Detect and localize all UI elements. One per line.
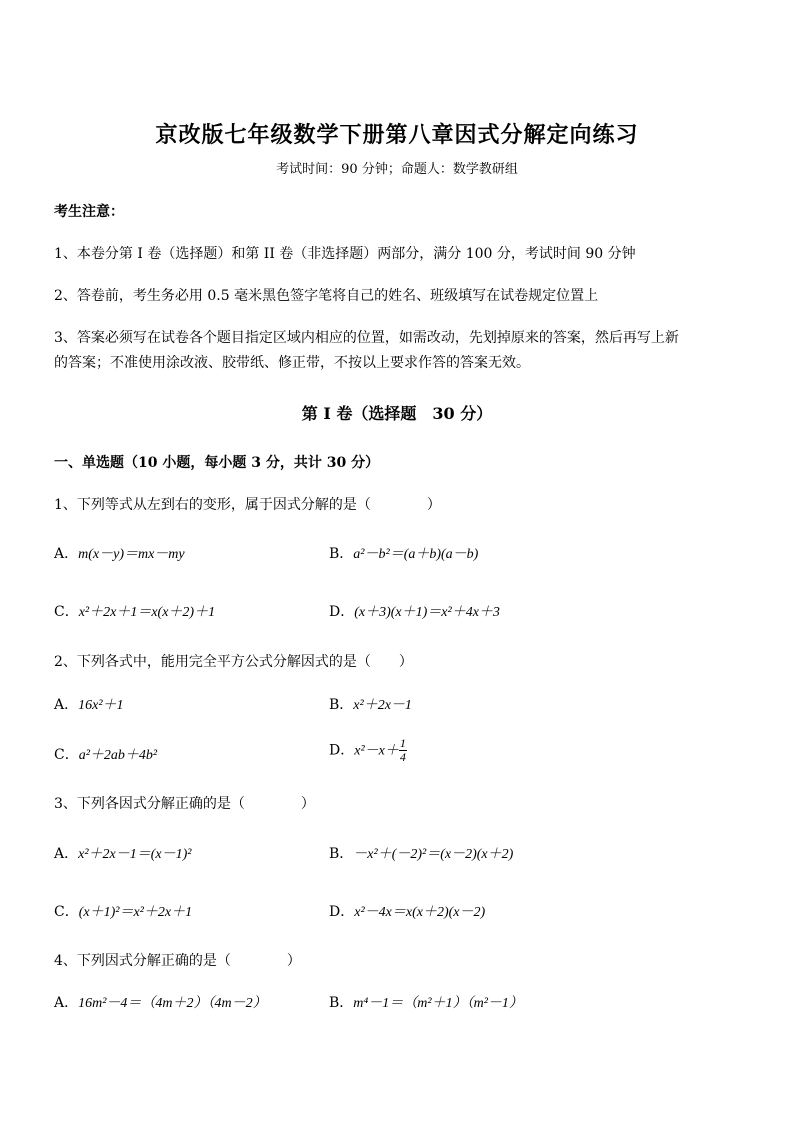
question-1-stem: 1、下列等式从左到右的变形，属于因式分解的是（ ） xyxy=(54,497,441,513)
question-2-option-a: A．16x²＋1 xyxy=(54,697,124,713)
option-text: x²＋2x－1＝(x－1)² xyxy=(78,847,192,862)
option-text: (x＋3)(x＋1)＝x²＋4x＋3 xyxy=(354,605,500,620)
part-heading: 一、单选题（10 小题，每小题 3 分，共计 30 分） xyxy=(54,455,380,471)
option-text: x²－4x＝x(x＋2)(x－2) xyxy=(354,905,486,920)
question-2-option-b: B．x²＋2x－1 xyxy=(329,697,412,713)
section-title: 第 I 卷（选择题 30 分） xyxy=(301,404,493,423)
question-2-option-d: D．x²－x＋ $\frac{1}{4}$ xyxy=(329,736,406,764)
notice-item-1: 1、本卷分第 I 卷（选择题）和第 II 卷（非选择题）两部分，满分 100 分，考试时间 90 分钟 xyxy=(54,246,636,262)
option-text: x²＋2x＋1＝x(x＋2)＋1 xyxy=(78,605,216,620)
question-1-option-c: C．x²＋2x＋1＝x(x＋2)＋1 xyxy=(54,604,216,620)
notice-heading: 考生注意： xyxy=(54,204,124,220)
question-1-option-d: D．(x＋3)(x＋1)＝x²＋4x＋3 xyxy=(329,604,500,620)
question-4-option-a: A．16m²－4＝（4m＋2）（4m－2） xyxy=(54,995,267,1011)
question-4-stem: 4、下列因式分解正确的是（ ） xyxy=(54,953,301,969)
question-2-stem: 2、下列各式中，能用完全平方公式分解因式的是（ ） xyxy=(54,654,413,670)
notice-item-3: 3、答案必须写在试卷各个题目指定区域内相应的位置，如需改动，先划掉原来的答案，然后再写上新 xyxy=(54,330,679,346)
fraction xyxy=(399,737,407,764)
option-text: 16x²＋1 xyxy=(78,698,124,713)
question-2-option-c: C．a²＋2ab＋4b² xyxy=(54,747,158,763)
option-text: －x²＋(－2)²＝(x－2)(x＋2) xyxy=(353,847,514,862)
question-1-option-b: B．a²－b²＝(a＋b)(a－b) xyxy=(329,546,479,562)
option-text: m⁴－1＝（m²＋1）（m²－1） xyxy=(353,996,523,1011)
notice-item-2: 2、答卷前，考生务必用 0.5 毫米黑色签字笔将自己的姓名、班级填写在试卷规定位置上 xyxy=(54,288,599,304)
question-1-option-a: A．m(x－y)＝mx－my xyxy=(54,546,185,562)
question-3-stem: 3、下列各因式分解正确的是（ ） xyxy=(54,796,315,812)
option-text: (x＋1)²＝x²＋2x＋1 xyxy=(78,905,193,920)
exam-subtitle: 考试时间：90 分钟；命题人：数学教研组 xyxy=(276,162,518,177)
question-3-option-d: D．x²－4x＝x(x＋2)(x－2) xyxy=(329,904,486,920)
option-text: x²－x＋ xyxy=(354,743,399,759)
option-text: a²＋2ab＋4b² xyxy=(78,748,158,763)
fraction-denominator: 4 xyxy=(399,750,406,764)
question-3-option-c: C．(x＋1)²＝x²＋2x＋1 xyxy=(54,904,193,920)
question-3-option-b: B．－x²＋(－2)²＝(x－2)(x＋2) xyxy=(329,846,514,862)
question-3-option-a: A．x²＋2x－1＝(x－1)² xyxy=(54,846,192,862)
option-text: x²＋2x－1 xyxy=(353,698,412,713)
option-text: 16m²－4＝（4m＋2）（4m－2） xyxy=(78,996,267,1011)
question-4-option-b: B．m⁴－1＝（m²＋1）（m²－1） xyxy=(329,995,523,1011)
notice-item-3-cont: 的答案；不准使用涂改液、胶带纸、修正带，不按以上要求作答的答案无效。 xyxy=(54,355,530,371)
exam-title: 京改版七年级数学下册第八章因式分解定向练习 xyxy=(155,122,639,148)
fraction-numerator: 1 xyxy=(399,736,406,750)
option-text: a²－b²＝(a＋b)(a－b) xyxy=(353,547,479,562)
option-text: m(x－y)＝mx－my xyxy=(78,547,185,562)
